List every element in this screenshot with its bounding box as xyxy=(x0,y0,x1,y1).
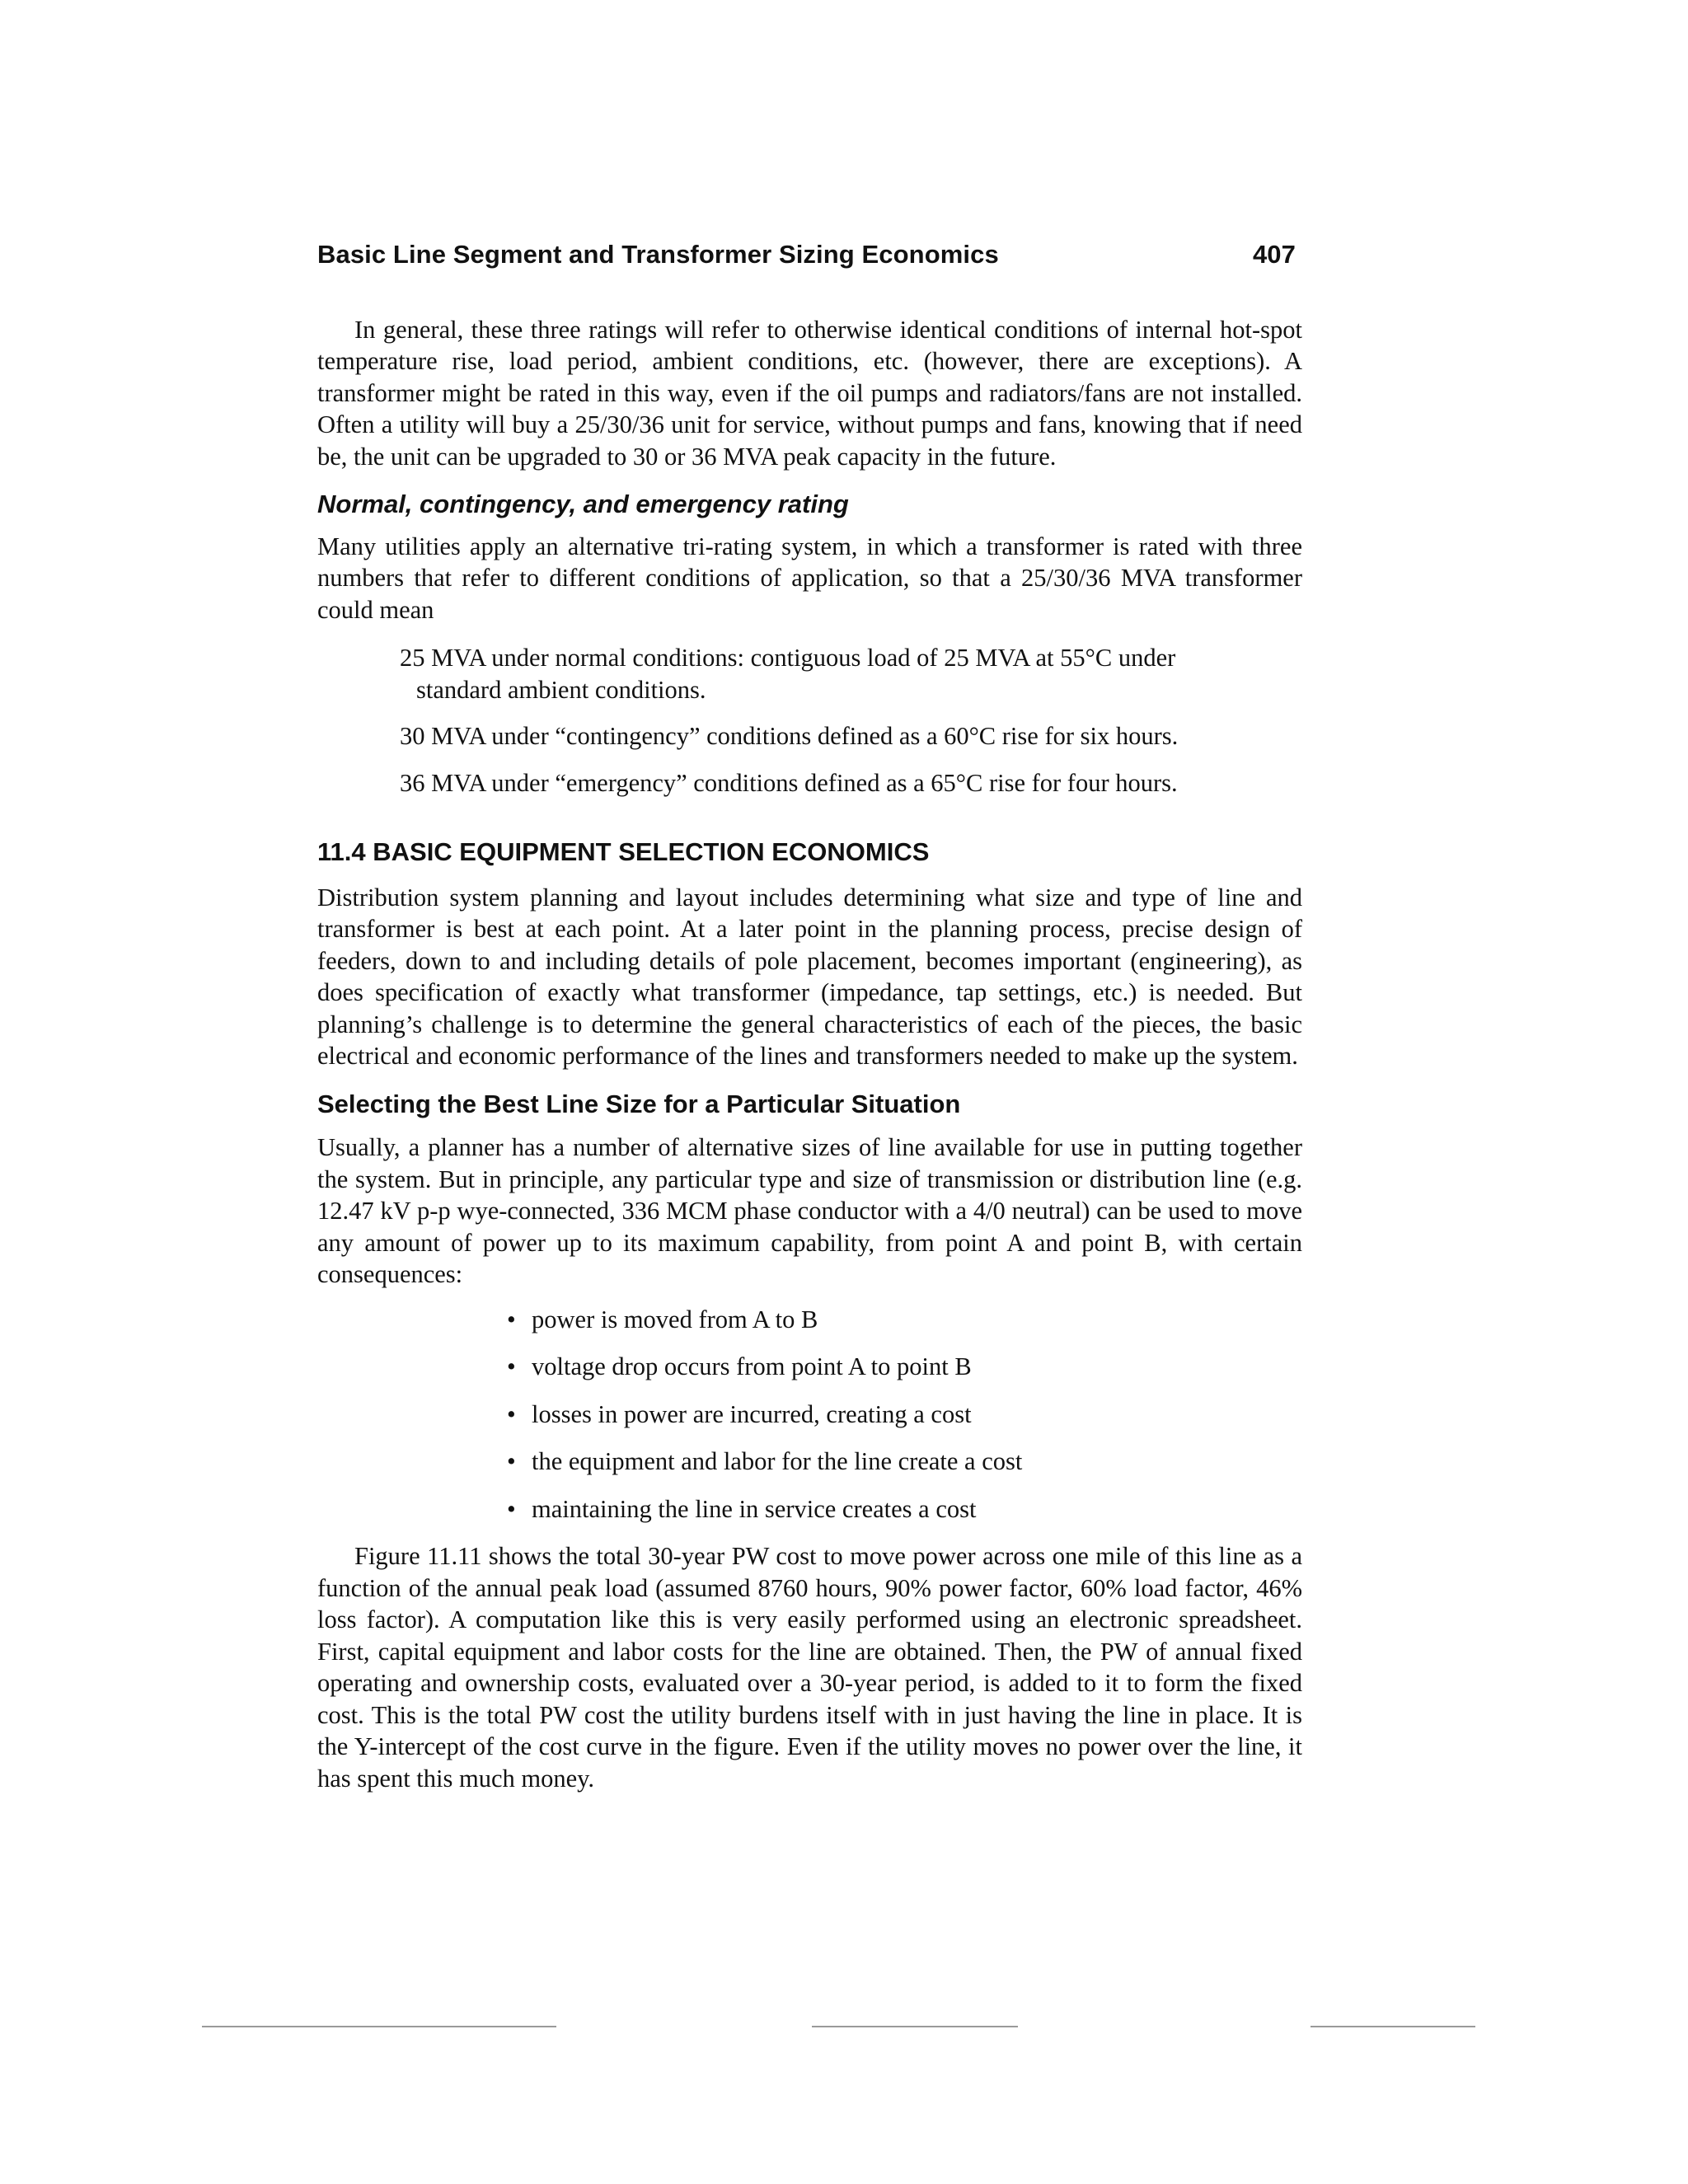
list-item xyxy=(507,1446,1302,1478)
bullet-icon: • xyxy=(507,1494,516,1523)
bullet-icon: • xyxy=(507,1305,516,1333)
scan-line xyxy=(202,2026,556,2027)
header-title: Basic Line Segment and Transformer Sizing Economics xyxy=(317,240,999,269)
list-item-text: losses in power are incurred, creating a cost xyxy=(532,1399,972,1428)
scan-line xyxy=(812,2026,1018,2027)
ratings-list xyxy=(400,642,1302,799)
figure-paragraph: Figure 11.11 shows the total 30-year PW cost to move power across one mile of this line as a function of the annual peak load (assumed 8760 hours, 90% power factor, 60% load factor, 46% loss factor). A computation like this is very easily performed using an electronic spreadsheet. First, capital equipment and labor costs for the line are obtained. Then, the PW of annual fixed operating and ownership costs, evaluated over a 30-year period, is added to it to form the fixed cost. This is the total PW cost the utility burdens itself with in just having the line in place. It is the Y-intercept of the cost curve in the figure. Even if the utility moves no power over the line, it has spent this much money. xyxy=(317,1542,1302,1793)
section-intro-paragraph: Distribution system planning and layout includes determining what size and type of line and transformer is best at each point. At a later point in the planning process, precise design of feeders, down to and including details of pole placement, becomes important (engineering), as does specification of exactly what transformer (impedance, tap settings, etc.) is needed. But planning’s challenge is to determine the general characteristics of each of the pieces, the basic electrical and economic performance of the lines and transformers needed to make up the system. xyxy=(317,883,1302,1070)
list-item xyxy=(507,1304,1302,1336)
rating-normal: 25 MVA under normal conditions: contiguous load of 25 MVA at 55°C under standard ambient conditions. xyxy=(400,644,1176,704)
running-header xyxy=(317,239,1302,271)
list-item xyxy=(507,1399,1302,1431)
rating-emergency: 36 MVA under “emergency” conditions defined as a 65°C rise for four hours. xyxy=(400,768,1178,797)
normal-rating-heading: Normal, contingency, and emergency rating xyxy=(317,490,849,518)
scan-artifact-lines xyxy=(0,2026,1688,2031)
section-heading: 11.4 BASIC EQUIPMENT SELECTION ECONOMICS xyxy=(317,837,930,866)
scan-line xyxy=(1311,2026,1475,2027)
document-page xyxy=(317,239,1302,1794)
list-item-text: maintaining the line in service creates a cost xyxy=(532,1494,977,1523)
line-size-paragraph: Usually, a planner has a number of alternative sizes of line available for use in putting together the system. But in principle, any particular type and size of transmission or distribution line (e.g. 12.47 kV p-p wye-connected, 336 MCM phase conductor with a 4/0 neutral) can be used to move any amount of power up to its maximum capability, from point A and point B, with certain consequences: xyxy=(317,1133,1302,1288)
bullet-icon: • xyxy=(507,1352,516,1380)
bullet-icon: • xyxy=(507,1447,516,1475)
list-item-text: the equipment and labor for the line create a cost xyxy=(532,1447,1023,1475)
page-number: 407 xyxy=(1252,240,1296,269)
list-item-text: power is moved from A to B xyxy=(532,1305,818,1333)
list-item-text: voltage drop occurs from point A to point B xyxy=(532,1352,972,1380)
bullet-icon: • xyxy=(507,1399,516,1428)
line-size-heading: Selecting the Best Line Size for a Particular Situation xyxy=(317,1089,961,1118)
tri-rating-paragraph: Many utilities apply an alternative tri-rating system, in which a transformer is rated with three numbers that refer to different conditions of application, so that a 25/30/36 MVA transformer could mean xyxy=(317,532,1302,624)
consequences-list xyxy=(317,1304,1302,1526)
intro-paragraph: In general, these three ratings will refer to otherwise identical conditions of internal hot-spot temperature rise, load period, ambient conditions, etc. (however, there are exceptions). A transformer might be rated in this way, even if the oil pumps and radiators/fans are not installed. Often a utility will buy a 25/30/36 unit for service, without pumps and fans, knowing that if need be, the unit can be upgraded to 30 or 36 MVA peak capacity in the future. xyxy=(317,315,1302,471)
list-item xyxy=(507,1351,1302,1383)
list-item xyxy=(507,1493,1302,1526)
rating-contingency: 30 MVA under “contingency” conditions defined as a 60°C rise for six hours. xyxy=(400,722,1179,750)
